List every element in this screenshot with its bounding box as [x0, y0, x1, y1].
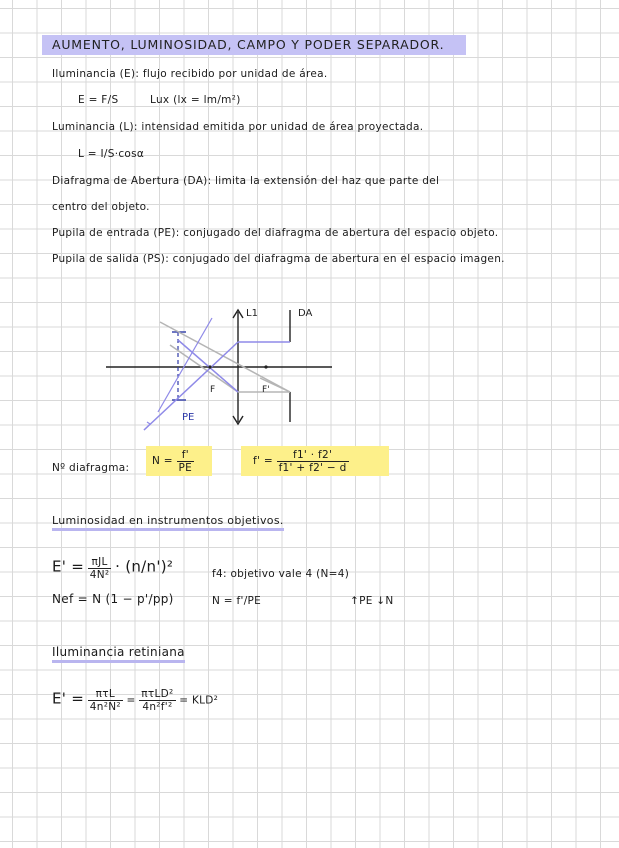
retiniana-term2-numerator: πτLD²: [141, 688, 174, 700]
iluminancia-definition: Iluminancia (E): flujo recibido por unidad de área.: [52, 68, 328, 80]
f-prime-formula-box: [241, 446, 389, 476]
luminosidad-e-lhs: E' =: [52, 557, 85, 576]
retiniana-term1-denominator: 4n²N²: [89, 701, 121, 713]
optical-diagram: [100, 300, 340, 440]
luminosidad-e-formula: [52, 556, 173, 581]
f-prime-formula-numerator: f1' · f2': [277, 449, 349, 462]
diafragma-definition-line2: centro del objeto.: [52, 201, 150, 213]
retiniana-equals: =: [126, 694, 136, 707]
pupila-entrada-definition: Pupila de entrada (PE): conjugado del diafragma de abertura del espacio objeto.: [52, 227, 499, 239]
retiniana-term3: = KLD²: [179, 694, 219, 707]
focal-point-f: [208, 365, 211, 368]
luminancia-formula: L = I/S·cosα: [78, 148, 145, 160]
luminosidad-e-refraction-term: · (n/n')²: [115, 557, 174, 576]
luminosidad-e-numerator: πJL: [88, 556, 112, 569]
retiniana-term1-numerator: πτL: [88, 688, 123, 701]
diafragma-definition-line1: Diafragma de Abertura (DA): limita la extensión del haz que parte del: [52, 175, 440, 187]
nr-diafragma-label: Nº diafragma:: [52, 462, 130, 474]
retiniana-term2-fraction: [139, 688, 175, 713]
n-formula-numerator: f': [177, 449, 195, 462]
retiniana-term2-denominator: 4n²f'²: [142, 701, 173, 713]
retiniana-term1-fraction: [88, 688, 123, 713]
f-prime-formula-fraction: [277, 449, 349, 474]
pupila-salida-definition: Pupila de salida (PS): conjugado del diafragma de abertura en el espacio imagen.: [52, 253, 505, 265]
n-formula-box: [146, 446, 212, 476]
luminancia-definition: Luminancia (L): intensidad emitida por unidad de área proyectada.: [52, 121, 424, 133]
label-da: DA: [298, 308, 313, 319]
nef-formula: Nef = N (1 − p'/pp): [52, 592, 174, 606]
n-formula-fraction: [177, 449, 195, 474]
n-formula-lhs: N =: [152, 455, 173, 467]
retiniana-e-lhs: E' =: [52, 689, 85, 708]
n-formula-denominator: PE: [178, 461, 193, 474]
luminosidad-e-denominator: 4N²: [89, 569, 110, 581]
f-prime-formula-denominator: f1' + f2' − d: [278, 461, 347, 474]
f4-note: f4: objetivo vale 4 (N=4): [212, 568, 350, 580]
label-f-prime: F': [262, 385, 270, 395]
focal-point-f-prime: [264, 365, 267, 368]
n-definition: N = f'/PE: [212, 595, 262, 607]
iluminancia-formula: E = F/S: [78, 94, 119, 106]
label-f: F: [210, 385, 216, 395]
pe-n-relation-arrows: ↑PE ↓N: [350, 595, 394, 607]
retiniana-formula: [52, 688, 218, 713]
label-pe: PE: [182, 412, 195, 423]
label-l1: L1: [246, 308, 258, 319]
page-title: AUMENTO, LUMINOSIDAD, CAMPO Y PODER SEPARADOR.: [42, 35, 466, 55]
f-prime-formula-lhs: f' =: [253, 455, 273, 467]
luminosidad-e-fraction: [88, 556, 112, 581]
retiniana-heading: Iluminancia retiniana: [52, 645, 185, 663]
luminosidad-heading: Luminosidad en instrumentos objetivos.: [52, 514, 284, 531]
iluminancia-unit: Lux (lx = lm/m²): [150, 94, 241, 106]
